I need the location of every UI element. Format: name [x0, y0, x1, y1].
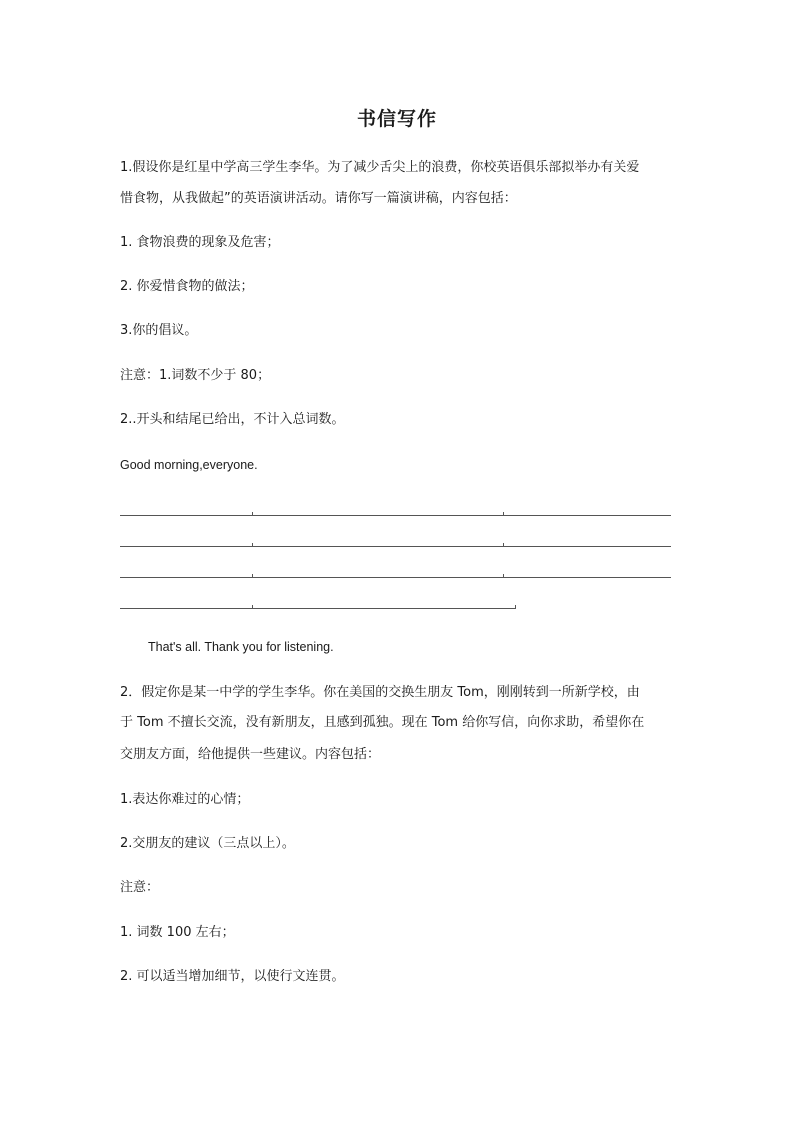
page-title: 书信写作 [356, 108, 437, 130]
q1-closing: That's all. Thank you for listening. [148, 640, 334, 654]
q1-opening: Good morning,everyone. [120, 458, 258, 472]
q1-intro-line-1: 1.假设你是红星中学高三学生李华。为了减少舌尖上的浪费，你校英语俱乐部拟举办有关爱 [120, 160, 640, 175]
q1-note-2: 2..开头和结尾已给出，不计入总词数。 [120, 412, 345, 427]
q2-intro-line-3: 交朋友方面，给他提供一些建议。内容包括： [120, 747, 381, 762]
q2-note-title: 注意： [120, 880, 160, 895]
answer-line [120, 515, 671, 516]
q2-point-1: 1.表达你难过的心情； [120, 792, 250, 807]
q1-point-2: 2. 你爱惜食物的做法； [120, 279, 254, 294]
line-tick [503, 543, 504, 547]
q2-intro-line-1: 2．假定你是某一中学的学生李华。你在美国的交换生朋友 Tom，刚刚转到一所新学校，由 [120, 685, 640, 700]
line-tick [503, 574, 504, 578]
line-tick [252, 574, 253, 578]
q1-intro-line-2: 惜食物，从我做起”的英语演讲活动。请你写一篇演讲稿，内容包括： [120, 191, 517, 206]
answer-line [120, 546, 671, 547]
line-tick [252, 605, 253, 609]
q2-note-1: 1. 词数 100 左右； [120, 925, 235, 940]
line-tick [503, 512, 504, 516]
q1-note-title: 注意：1.词数不少于 80； [120, 368, 271, 383]
answer-line [120, 577, 671, 578]
answer-line [120, 608, 516, 609]
q2-intro-line-2: 于 Tom 不擅长交流，没有新朋友，且感到孤独。现在 Tom 给你写信，向你求助，希望你在 [120, 715, 645, 730]
q2-note-2: 2. 可以适当增加细节，以使行文连贯。 [120, 969, 345, 984]
q1-point-3: 3.你的倡议。 [120, 323, 198, 338]
q1-point-1: 1. 食物浪费的现象及危害； [120, 235, 280, 250]
line-tick [252, 512, 253, 516]
line-tick [252, 543, 253, 547]
line-tick [515, 605, 516, 609]
q2-point-2: 2.交朋友的建议（三点以上）。 [120, 836, 295, 851]
